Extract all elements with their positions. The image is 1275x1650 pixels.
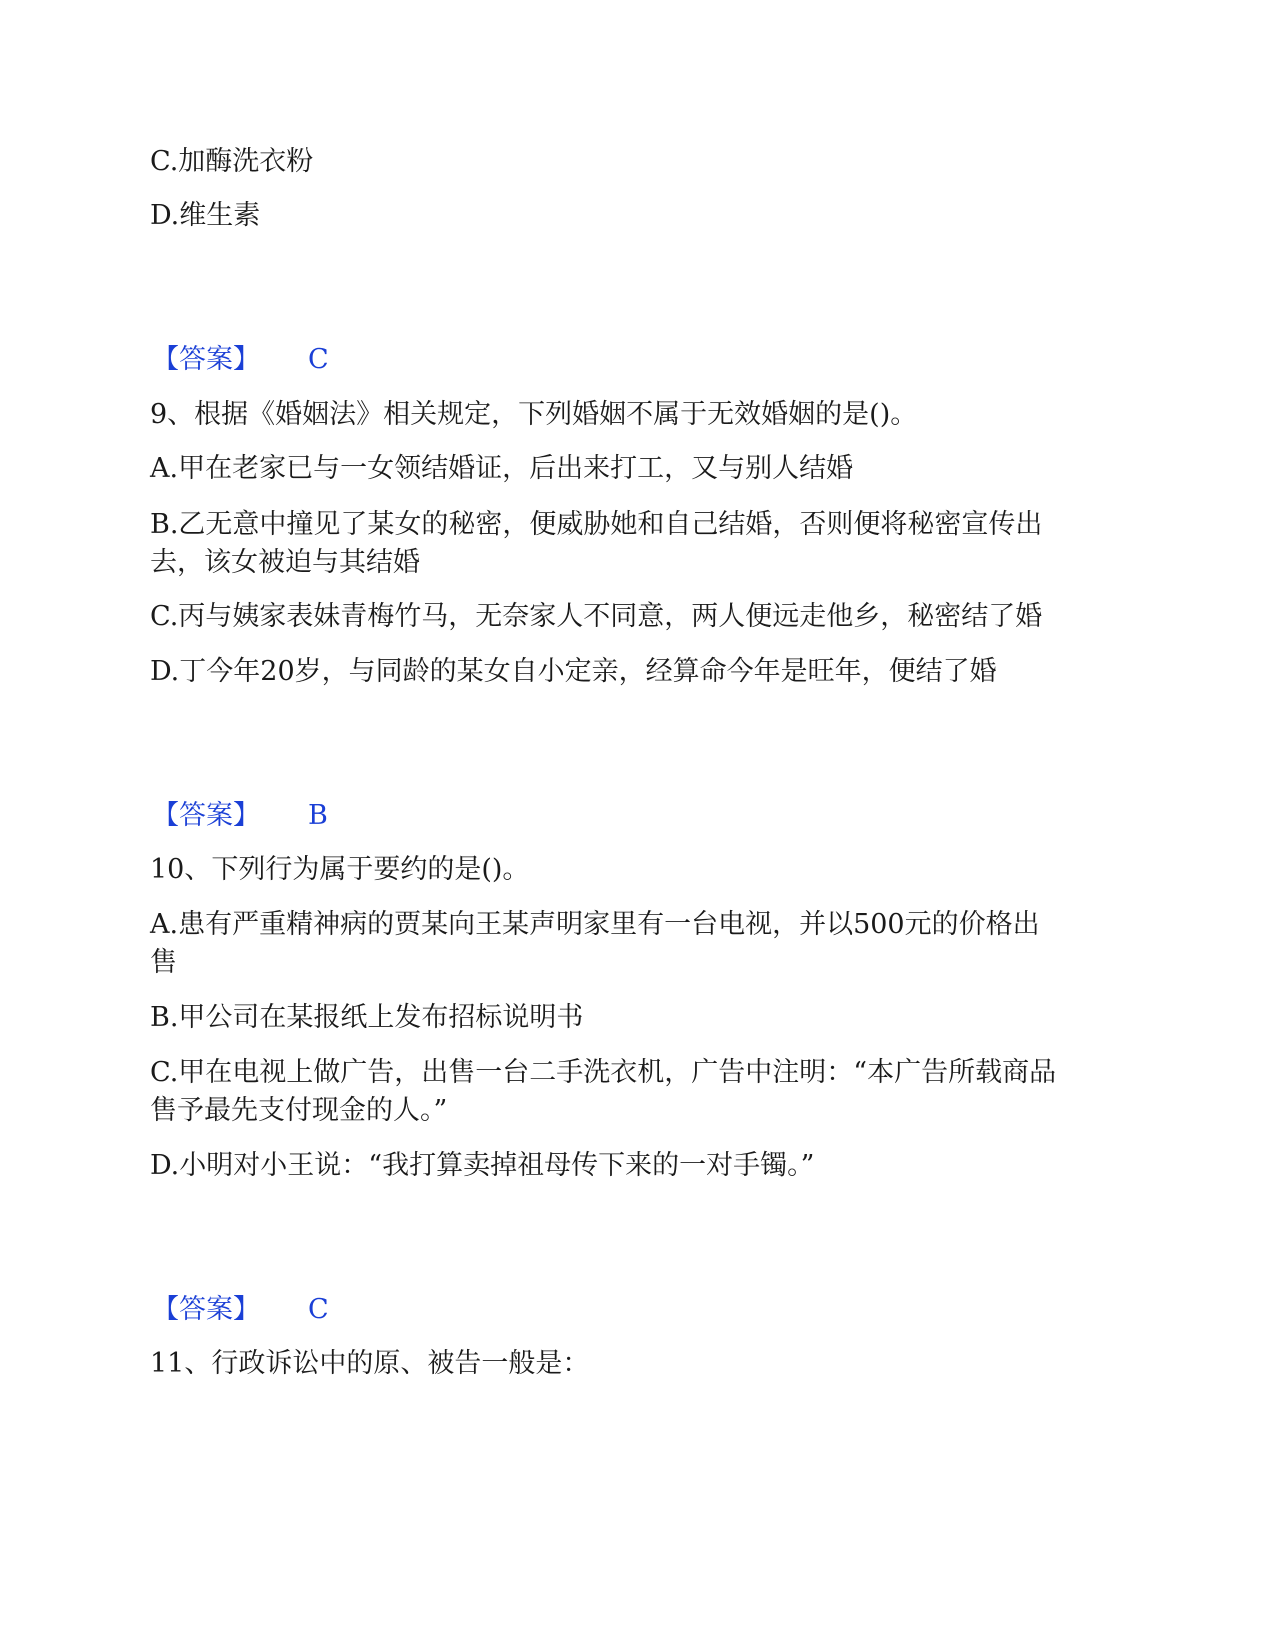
q9-option-c: C.丙与姨家表妹青梅竹马，无奈家人不同意，两人便远走他乡，秘密结了婚 xyxy=(150,601,1043,632)
q9-option-d: D.丁今年20岁，与同龄的某女自小定亲，经算命今年是旺年，便结了婚 xyxy=(150,656,997,687)
answer-label: 【答案】 xyxy=(152,1294,260,1325)
q10-answer xyxy=(152,1290,329,1330)
q11-stem: 11、行政诉讼中的原、被告一般是： xyxy=(150,1348,590,1379)
q9-answer xyxy=(152,796,328,836)
q8-option-d: D.维生素 xyxy=(150,200,261,231)
q9-stem: 9、根据《婚姻法》相关规定，下列婚姻不属于无效婚姻的是()。 xyxy=(150,399,918,430)
q10-option-a-line2: 售 xyxy=(150,947,177,978)
q10-option-d: D.小明对小王说：“我打算卖掉祖母传下来的一对手镯。” xyxy=(150,1150,815,1181)
q10-stem: 10、下列行为属于要约的是()。 xyxy=(150,854,530,885)
q8-answer xyxy=(152,340,329,380)
q10-option-a-line1: A.患有严重精神病的贾某向王某声明家里有一台电视，并以500元的价格出 xyxy=(150,909,1040,940)
q9-option-b-line2: 去，该女被迫与其结婚 xyxy=(150,547,420,578)
q9-option-b-line1: B.乙无意中撞见了某女的秘密，便威胁她和自己结婚，否则便将秘密宣传出 xyxy=(150,509,1043,540)
answer-label: 【答案】 xyxy=(152,344,260,375)
answer-value: C xyxy=(308,344,329,375)
q9-option-a: A.甲在老家已与一女领结婚证，后出来打工，又与别人结婚 xyxy=(150,453,854,484)
answer-label: 【答案】 xyxy=(152,800,260,831)
answer-value: C xyxy=(308,1294,329,1325)
q10-option-c-line2: 售予最先支付现金的人。” xyxy=(150,1095,448,1126)
answer-value: B xyxy=(308,800,328,831)
q10-option-c-line1: C.甲在电视上做广告，出售一台二手洗衣机，广告中注明：“本广告所载商品 xyxy=(150,1057,1057,1088)
q10-option-b: B.甲公司在某报纸上发布招标说明书 xyxy=(150,1002,584,1033)
q8-option-c: C.加酶洗衣粉 xyxy=(150,146,314,177)
